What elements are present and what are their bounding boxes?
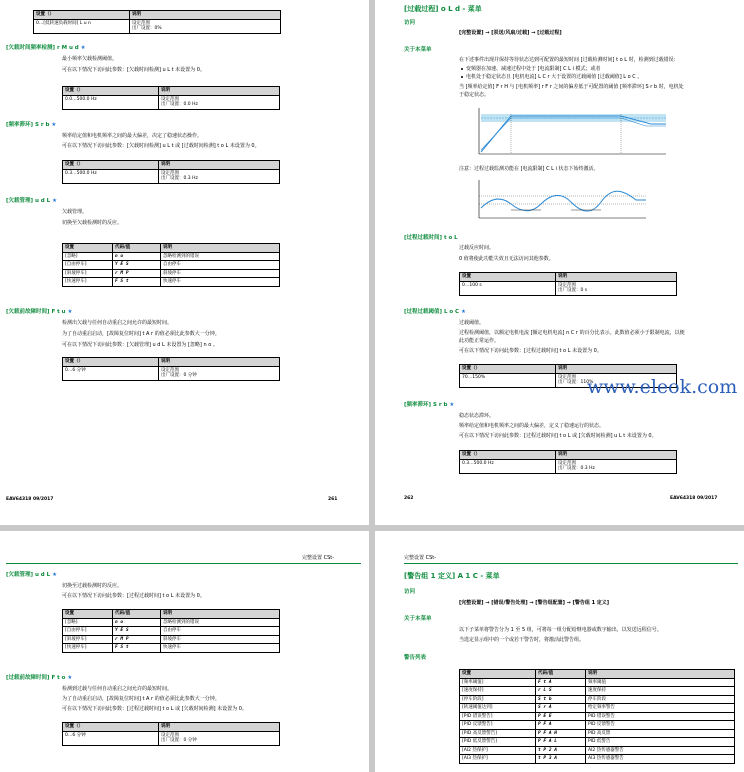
table-header-cell: 设置 [63,610,113,619]
table-header-cell: 代码/值 [113,244,161,253]
table-header-cell: 代码/值 [113,610,161,619]
paragraph: 过载阈值。 [459,320,485,326]
table-cell: 快速停车 [161,278,280,287]
table-header-cell: 代码/值 [536,670,586,679]
footer-doc-id: EAV64318 09/2017 [6,497,54,502]
heading-access: 访问 [404,589,416,595]
table-lun [33,10,281,34]
table-cell: [自由停车] [63,627,113,636]
table-cell: [PID 高反馈警告] [460,729,536,738]
table-header-cell: 设置 [460,273,556,282]
table-cell: 停车阶段 [586,695,735,704]
table-cell: P F A L [536,738,586,747]
table-cell: Y E S [113,627,161,636]
table-cell: 快速停车 [161,644,280,653]
section-title-srb: [频率滞环] S r b ★ [404,402,455,408]
table-cell: S t b [536,695,586,704]
table-header-cell: 说明 [586,670,735,679]
table-header-cell: 说明 [556,451,677,460]
paragraph: 欠载管理。 [62,209,88,215]
table-cell: 自由停车 [161,627,280,636]
table-cell: F S t [113,644,161,653]
table-cell: 设定范围 出厂设置：0 分钟 [159,366,280,380]
table-cell: 0.0…500.0 Hz [63,95,159,109]
section-title-udl: [欠载管理] u d L ★ [6,198,57,204]
table-header-cell: 设置（） [63,87,159,96]
table-cell: 斜坡停车 [161,635,280,644]
table-cell: 设定范围 出厂设置：0.3 Hz [556,459,677,473]
table-cell: [PID 反馈警告] [460,721,536,730]
table-header-cell: 说明 [161,610,280,619]
table-cell: 0.3…500.0 Hz [460,459,556,473]
heading-warning-list: 警告列表 [404,655,427,661]
page-262 [375,0,744,525]
table-cell: [忽略] [63,618,113,627]
table-header-cell: 设置（） [34,11,130,20]
table-cell: 斜坡停车 [161,269,280,278]
heading-about: 关于本菜单 [404,47,432,53]
table-header-cell: 说明 [556,365,677,374]
section-title-tol: [过程过载时间] t o L [404,235,458,241]
footer-doc-id: EAV64318 09/2017 [670,496,718,501]
table-cell: 70…150% [460,373,556,387]
heading-about: 关于本菜单 [404,616,432,622]
paragraph: 为了自动重启启动，[故障复位时间] t A r 的值必须比此参数大一分钟。 [62,331,220,337]
table-cell: PID 高反馈 [586,729,735,738]
table-cell: [AI2 热保护] [460,746,536,755]
paragraph: 切换至欠载检测时的反应。 [62,220,123,226]
table-cell: t P 3 A [536,755,586,764]
paragraph: 当选定显示组中的一个或若干警告时，将激活此警告组。 [459,637,585,643]
table-header-cell: 设置（） [63,161,159,170]
table-udl [62,243,280,287]
table-cell: [频率阈值] [460,678,536,687]
table-cell: F S t [113,278,161,287]
table-cell: 设定范围 出厂设置：0 分钟 [159,731,280,745]
access-path: [完整设置] → [错误/警告处理] → [警告组配置] → [警告组 1 定义] [459,600,610,606]
table-cell: [斜坡停车] [63,269,113,278]
table-cell: PID 反馈警告 [586,721,735,730]
table-cell: Y E S [113,261,161,270]
section-title-ftu: [欠载前故障时间] F t u ★ [6,309,73,315]
paragraph: 过载反应时间。 [459,245,495,251]
table-cell: S r A [536,704,586,713]
table-cell: 0…6 分钟 [63,366,159,380]
page-263 [0,531,369,772]
table-ftu [62,357,280,381]
table-cell: AI3 热传感器警告 [586,755,735,764]
section-title-rmud: [欠载时间频率检测] r M u d ★ [6,45,86,51]
table-cell: 0…[低转速负载时间] L u n [34,19,130,33]
table-cell: AI2 热传感器警告 [586,746,735,755]
paragraph: 可在以下情况下访问此参数：[欠载时间检测] u L t 或 [过载时间检测] t o L 未设置为 0。 [62,143,260,149]
paragraph: 可在以下情况下访问此参数：[过程过载时间] t o L 或 [欠载时间检测] u L t 未设置为 0。 [459,433,657,439]
table-header-cell: 说明 [161,244,280,253]
table-srb2 [459,450,677,474]
table-cell: P E E [536,712,586,721]
paragraph: 此功能正常运作。 [459,338,500,344]
table-cell: P F A [536,721,586,730]
running-header: 完整设置 CSt- [404,555,437,561]
page-261 [0,0,369,525]
table-header-cell: 设置（） [460,365,556,374]
menu-title: [警告组 1 定义] A 1 C - 菜单 [404,572,500,580]
table-cell: P F A H [536,729,586,738]
table-header-cell: 设置（） [460,451,556,460]
table-cell: t P 2 A [536,746,586,755]
table-cell: [忽略] [63,252,113,261]
table-cell: [PID 错误警告] [460,712,536,721]
section-title-loc: [过程过载阈值] L o C ★ [404,309,466,315]
table-cell: [PID 低反馈警告] [460,738,536,747]
paragraph: 最小频率欠载检测阈值。 [62,56,118,62]
paragraph: 切换至过载检测时的反应。 [62,583,123,589]
table-cell: [自由停车] [63,261,113,270]
table-cell: r L S [536,687,586,696]
table-cell: [快速停车] [63,278,113,287]
table-header-cell: 说明 [130,11,281,20]
table-header-cell: 说明 [159,161,280,170]
paragraph: 过程检测阈值，以额定电机电流 [额定电机电流] n C r 的百分比表示。此数值必须小于限制电流，以便 [459,330,685,336]
table-cell: 给定频率警告 [586,704,735,713]
table-cell: 忽略检测到的错误 [161,618,280,627]
paragraph: 频率给定值和电机频率之间的最大偏差，定义了稳速运行的状态。 [459,423,605,429]
paragraph: 在下述事件出现并保持等待状态达到可配置的最短时间 [过载检测时间] t o L 时，检测到过载错误： [459,57,679,63]
heading-access: 访问 [404,20,416,26]
bullet-item: 变频器在加速、减速过程中处于 [电流限制] C L i 模式；或者 [461,66,601,72]
table-cell: 自由停车 [161,261,280,270]
page-number: 262 [404,496,414,501]
paragraph: 以下子菜单将警告分为 1 至 5 组，可将每一组分配给继电器或数字输出，以发送远程信号。 [459,627,662,633]
table-header-cell: 说明 [159,723,280,732]
table-header-cell: 设置 [460,670,536,679]
current-diagram [451,178,651,224]
table-cell: 频率阈值 [586,678,735,687]
table-cell: [停车阶段] [460,695,536,704]
table-cell: PID 低警告 [586,738,735,747]
paragraph: 于稳定状态。 [459,92,490,98]
section-title-srb: [频率滞环] S r b ★ [6,122,57,128]
table-cell: 设定范围 出厂设置：110% [556,373,677,387]
table-cell: 0.3…500.0 Hz [63,169,159,183]
table-rmud [62,86,280,110]
paragraph: 频率给定值和电机频率之间的最大偏差，决定了稳速状态操作。 [62,133,203,139]
section-title-udl: [欠载管理] u d L ★ [6,572,57,578]
table-header-cell: 说明 [556,273,677,282]
table-cell: F t A [536,678,586,687]
access-path: [完整设置] → [泵送/风扇/过载] → [过载过程] [459,30,562,36]
paragraph: 可在以下情况下访问此参数：[过程过载时间] t o L 未设置为 0。 [459,348,602,354]
running-header: 完整设置 CSt- [302,555,335,561]
table-cell: [快速停车] [63,644,113,653]
paragraph: 稳态状态滞环。 [459,413,495,419]
table-cell: PID 错误警告 [586,712,735,721]
paragraph: 可在以下情况下访问此参数：[欠载时间检测] u L t 未设置为 0。 [62,67,205,73]
table-cell: n o [113,252,161,261]
paragraph: 0 值将使此功能失效且无法访问其他参数。 [459,256,554,262]
table-udl2 [62,609,280,653]
page-264 [375,531,744,772]
menu-title: [过载过程] o L d - 菜单 [404,5,482,13]
paragraph: 可在以下情况下访问此参数：[欠载管理] u d L 未设置为 [忽略] n o 。 [62,342,218,348]
table-srb [62,160,280,184]
frequency-diagram [451,104,671,162]
table-cell: [速度保持] [460,687,536,696]
table-cell: 0…6 分钟 [63,731,159,745]
header-rule [404,563,738,564]
table-cell: 速度保持 [586,687,735,696]
table-warning-list [459,669,735,764]
paragraph: 检测出欠载与任何自动重启之间允许的最短时间。 [62,320,173,326]
table-cell: r M P [113,635,161,644]
table-cell: n o [113,618,161,627]
header-rule [6,563,361,564]
paragraph: 为了自动重启启动，[故障复位时间] t A r 的值必须比此参数大一分钟。 [62,696,220,702]
table-header-cell: 说明 [159,87,280,96]
paragraph: 检测到过载与任何自动重启之间允许的最短时间。 [62,686,173,692]
note: 注意：过程过载监测功能在 [电流限制] C L i 状态下始终激活。 [459,166,599,172]
paragraph: 可在以下情况下访问此参数：[过程过载时间] t o L 或 [欠载时间检测] 未设置为 0。 [62,706,247,712]
table-cell: [AI3 热保护] [460,755,536,764]
table-cell: 设定范围 出厂设置：0.3 Hz [159,169,280,183]
table-cell: 设定范围 出厂设置：0% [130,19,281,33]
section-title-fto: [过载前故障时间] F t o ★ [6,675,73,681]
paragraph: 可在以下情况下访问此参数：[过程过载时间] t o L 未设置为 0。 [62,593,205,599]
table-tol [459,272,677,296]
table-fto [62,722,280,746]
table-cell: 0…100 s [460,281,556,295]
table-cell: 设定范围 出厂设置：0.0 Hz [159,95,280,109]
watermark: www.eleok.com [587,376,738,398]
table-header-cell: 设置 [63,244,113,253]
table-header-cell: 说明 [159,358,280,367]
table-cell: [斜坡停车] [63,635,113,644]
table-cell: 忽略检测到的错误 [161,252,280,261]
table-header-cell: 设置（） [63,358,159,367]
page-number: 261 [328,497,338,502]
table-header-cell: 设置（） [63,723,159,732]
bullet-item: 电机处于稳定状态且 [电机电流] L C r 大于设置的过载阈值 [过载阈值] L o C 。 [461,74,642,80]
paragraph: 当 [频率给定值] F r H 与 [电机频率] r F r 之间的偏差低于可配置的阈值 [频率滞环] S r b 时，电机处 [459,84,684,90]
table-cell: r M P [113,269,161,278]
table-cell: [转速阈值达到] [460,704,536,713]
table-cell: 设定范围 出厂设置：0 s [556,281,677,295]
